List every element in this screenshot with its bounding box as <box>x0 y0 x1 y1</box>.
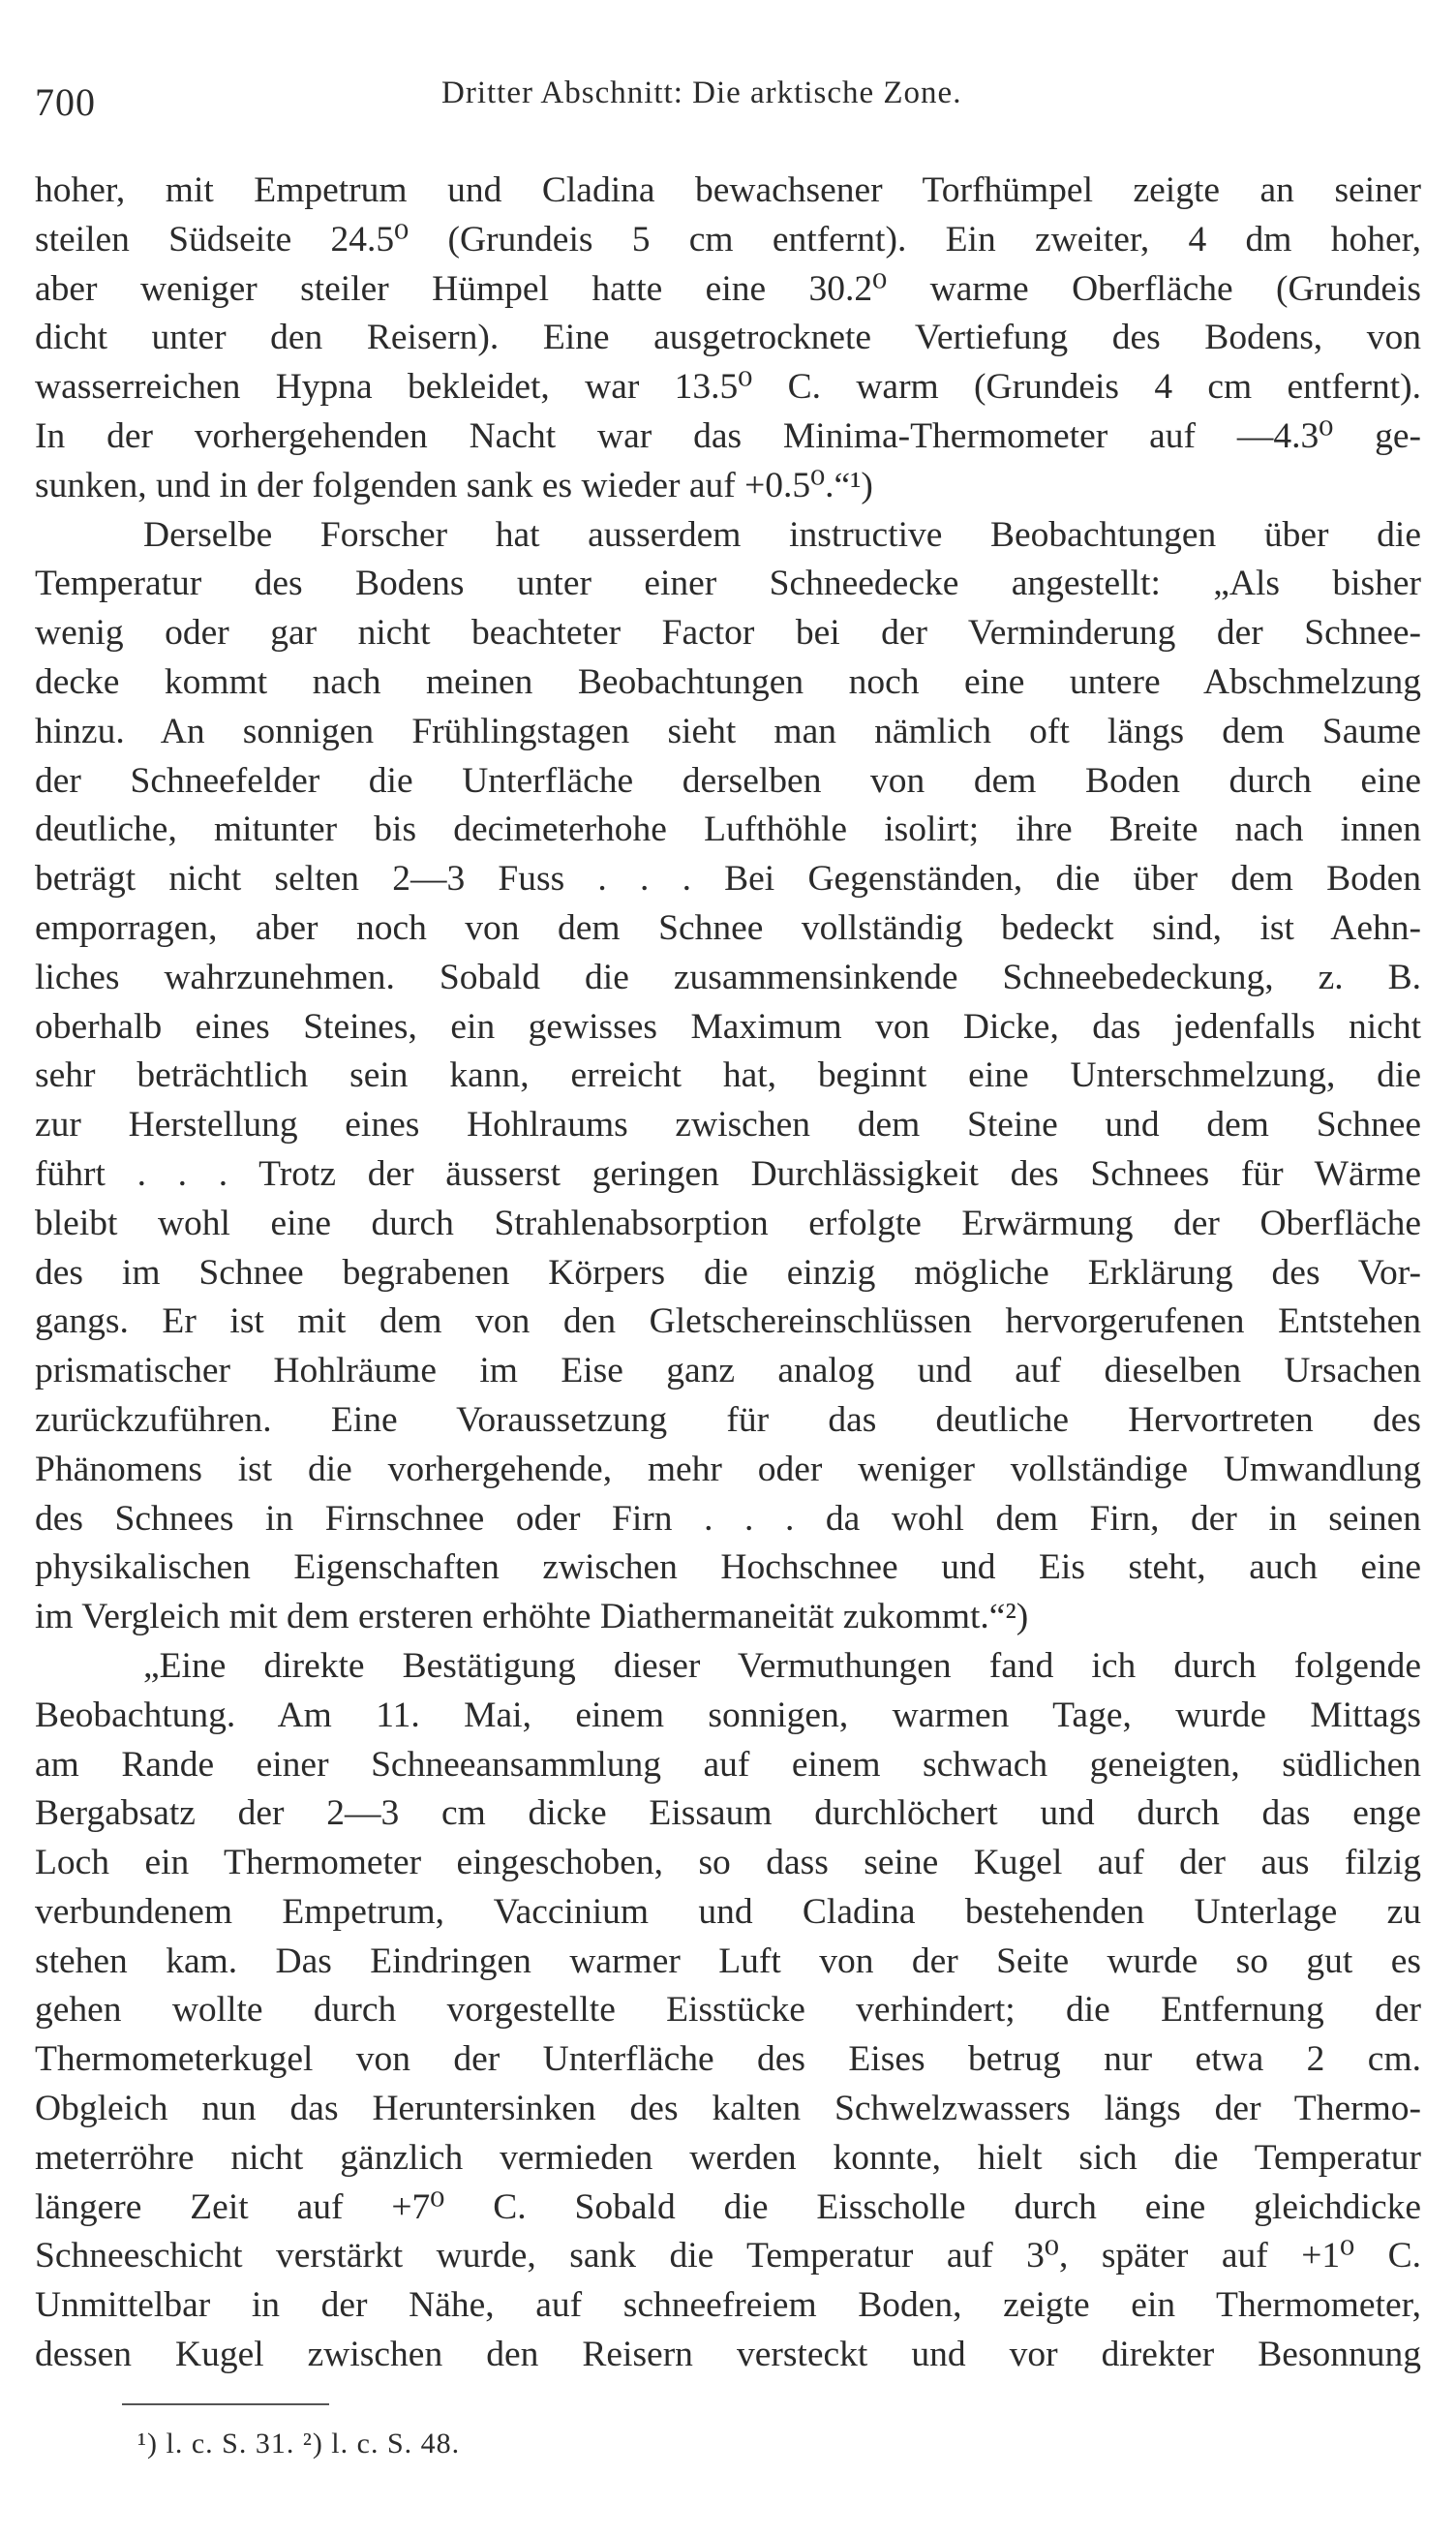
text-line: „Eine direkte Bestätigung dieser Vermuthungen fand ich durch folgende <box>143 1645 1421 1686</box>
text-line: der Schneefelder die Unterfläche derselben von dem Boden durch eine <box>35 760 1421 801</box>
text-line: Schneeschicht verstärkt wurde, sank die Temperatur auf 3⁰, später auf +1⁰ C. <box>35 2236 1421 2276</box>
text-line: sehr beträchtlich sein kann, erreicht hat, beginnt eine Unterschmelzung, die <box>35 1055 1421 1096</box>
text-line: decke kommt nach meinen Beobachtungen noch eine untere Abschmelzung <box>35 661 1421 702</box>
text-line: Temperatur des Bodens unter einer Schneedecke angestellt: „Als bisher <box>35 564 1421 604</box>
text-line: gangs. Er ist mit dem von den Gletschereinschlüssen hervorgerufenen Entstehen <box>35 1301 1421 1342</box>
text-line: verbundenem Empetrum, Vaccinium und Cladina bestehenden Unterlage zu <box>35 1891 1421 1932</box>
text-line: Obgleich nun das Heruntersinken des kalten Schwelzwassers längs der Thermo- <box>35 2089 1421 2129</box>
text-line: Phänomens ist die vorhergehende, mehr oder weniger vollständige Umwandlung <box>35 1449 1421 1489</box>
text-line: Derselbe Forscher hat ausserdem instructive Beobachtungen über die <box>143 514 1421 555</box>
text-line: Loch ein Thermometer eingeschoben, so dass seine Kugel auf der aus filzig <box>35 1843 1421 1883</box>
text-line: dicht unter den Reisern). Eine ausgetrocknete Vertiefung des Bodens, von <box>35 318 1421 358</box>
footnotes: ¹) l. c. S. 31. ²) l. c. S. 48. <box>137 2428 461 2460</box>
text-line: des Schnees in Firnschnee oder Firn . . . da wohl dem Firn, der in seinen <box>35 1498 1421 1539</box>
page-header <box>35 70 1419 124</box>
text-line: wasserreichen Hypna bekleidet, war 13.5⁰ C. warm (Grundeis 4 cm entfernt). <box>35 367 1421 408</box>
body-text <box>35 167 1421 2380</box>
text-line: am Rande einer Schneeansammlung auf einem schwach geneigten, südlichen <box>35 1744 1421 1785</box>
text-line: prismatischer Hohlräume im Eise ganz analog und auf dieselben Ursachen <box>35 1351 1421 1391</box>
text-line: hinzu. An sonnigen Frühlingstagen sieht man nämlich oft längs dem Saume <box>35 711 1421 751</box>
text-line: führt . . . Trotz der äusserst geringen Durchlässigkeit des Schnees für Wärme <box>35 1153 1421 1194</box>
text-line: emporragen, aber noch von dem Schnee vollständig bedeckt sind, ist Aehn- <box>35 907 1421 948</box>
text-line: In der vorhergehenden Nacht war das Minima-Thermometer auf —4.3⁰ ge- <box>35 415 1421 456</box>
text-line: im Vergleich mit dem ersteren erhöhte Diathermaneität zukommt.“²) <box>35 1597 1029 1637</box>
text-line: bleibt wohl eine durch Strahlenabsorption erfolgte Erwärmung der Oberfläche <box>35 1203 1421 1243</box>
text-line: sunken, und in der folgenden sank es wieder auf +0.5⁰.“¹) <box>35 465 873 505</box>
text-line: Bergabsatz der 2—3 cm dicke Eissaum durchlöchert und durch das enge <box>35 1793 1421 1834</box>
text-line: dessen Kugel zwischen den Reisern versteckt und vor direkter Besonnung <box>35 2335 1421 2375</box>
text-line: liches wahrzunehmen. Sobald die zusammensinkende Schneebedeckung, z. B. <box>35 957 1421 997</box>
text-line: Beobachtung. Am 11. Mai, einem sonnigen, warmen Tage, wurde Mittags <box>35 1695 1421 1735</box>
text-line: deutliche, mitunter bis decimeterhohe Lufthöhle isolirt; ihre Breite nach innen <box>35 810 1421 850</box>
text-line: wenig oder gar nicht beachteter Factor bei der Verminderung der Schnee- <box>35 613 1421 654</box>
text-line: gehen wollte durch vorgestellte Eisstücke verhindert; die Entfernung der <box>35 1990 1421 2031</box>
text-line: zurückzuführen. Eine Voraussetzung für das deutliche Hervortreten des <box>35 1399 1421 1440</box>
text-line: steilen Südseite 24.5⁰ (Grundeis 5 cm entfernt). Ein zweiter, 4 dm hoher, <box>35 219 1421 260</box>
page-number: 700 <box>35 80 96 124</box>
text-line: meterröhre nicht gänzlich vermieden werden konnte, hielt sich die Temperatur <box>35 2137 1421 2178</box>
footnote-rule <box>122 2403 329 2405</box>
running-title: Dritter Abschnitt: Die arktische Zone. <box>441 76 962 110</box>
text-line: stehen kam. Das Eindringen warmer Luft von der Seite wurde so gut es <box>35 1940 1421 1981</box>
text-line: Unmittelbar in der Nähe, auf schneefreiem Boden, zeigte ein Thermometer, <box>35 2285 1421 2326</box>
text-line: oberhalb eines Steines, ein gewisses Maximum von Dicke, das jedenfalls nicht <box>35 1006 1421 1047</box>
text-line: des im Schnee begrabenen Körpers die einzig mögliche Erklärung des Vor- <box>35 1252 1421 1293</box>
text-line: physikalischen Eigenschaften zwischen Hochschnee und Eis steht, auch eine <box>35 1547 1421 1588</box>
text-line: aber weniger steiler Hümpel hatte eine 30.2⁰ warme Oberfläche (Grundeis <box>35 268 1421 309</box>
text-line: Thermometerkugel von der Unterfläche des Eises betrug nur etwa 2 cm. <box>35 2039 1421 2080</box>
text-line: längere Zeit auf +7⁰ C. Sobald die Eisscholle durch eine gleichdicke <box>35 2186 1421 2227</box>
text-line: beträgt nicht selten 2—3 Fuss . . . Bei Gegenständen, die über dem Boden <box>35 859 1421 900</box>
text-line: zur Herstellung eines Hohlraums zwischen dem Steine und dem Schnee <box>35 1105 1421 1146</box>
text-line: hoher, mit Empetrum und Cladina bewachsener Torfhümpel zeigte an seiner <box>35 170 1421 210</box>
